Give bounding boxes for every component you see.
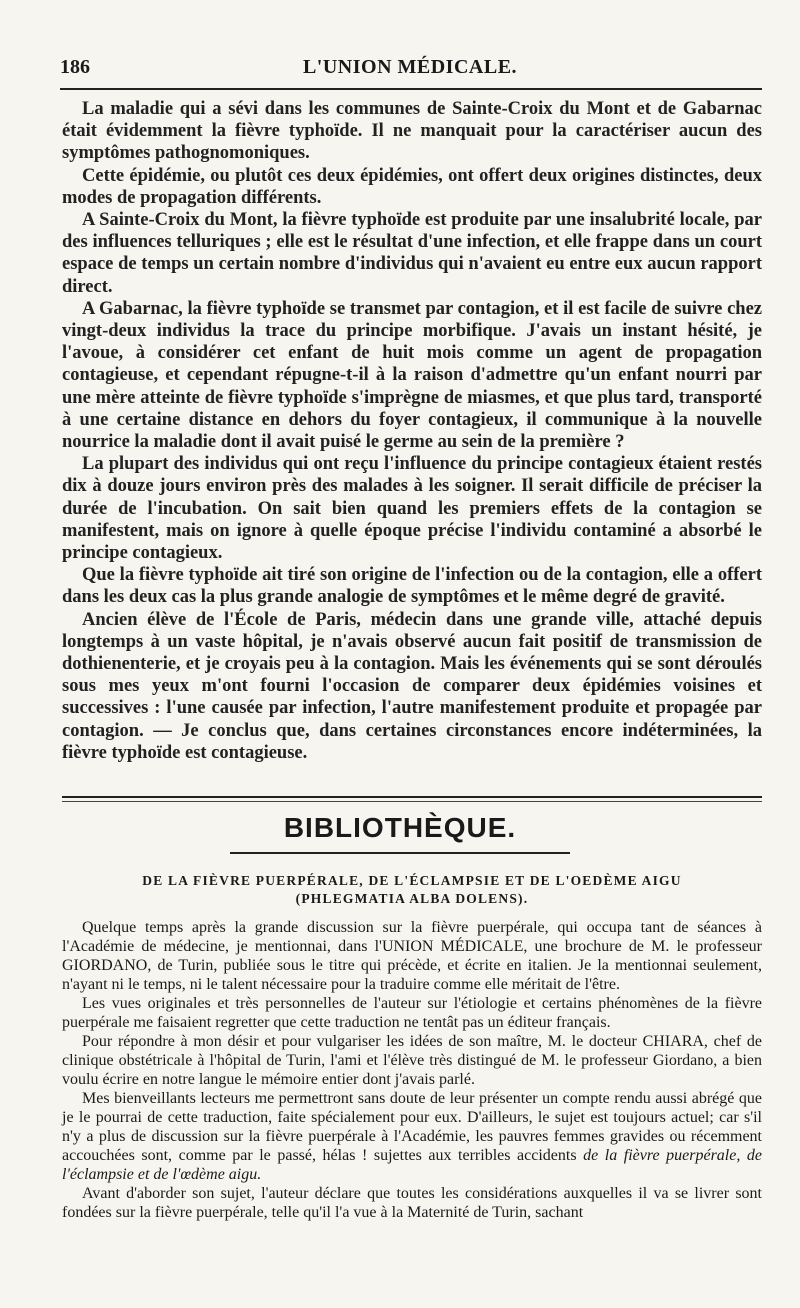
header-rule — [60, 88, 762, 90]
page-header — [60, 56, 760, 84]
section-separator — [62, 796, 762, 802]
paragraph — [62, 1089, 762, 1184]
running-title: L'UNION MÉDICALE. — [302, 56, 518, 78]
italic-phrase: de la fièvre puerpérale, de l'éclampsie et de l'œdème aigu. — [62, 1147, 762, 1183]
paragraph: Pour répondre à mon désir et pour vulgariser les idées de son maître, M. le docteur CHIARA, chef de clinique obstétricale à l'hôpital de Turin, l'ami et l'élève très distingué de M. le professeur Giordano, a bien voulu écrire en notre langue le mémoire entier dont j'avais parlé. — [62, 1033, 762, 1088]
section-heading: BIBLIOTHÈQUE. — [283, 812, 517, 843]
paragraph: A Sainte-Croix du Mont, la fièvre typhoïde est produite par une insalubrité locale, par des influences telluriques ; elle est le résultat d'une infection, et elle frappe dans un court espace de temps un certain nombre d'individus qui n'avaient eu entre eux aucun rapport direct. — [62, 210, 762, 297]
paragraph: Cette épidémie, ou plutôt ces deux épidémies, ont offert deux origines distinctes, deux modes de propagation différents. — [62, 165, 762, 208]
page-number: 186 — [60, 56, 90, 78]
paragraph: A Gabarnac, la fièvre typhoïde se transmet par contagion, et il est facile de suivre chez vingt-deux individus la trace du principe morbifique. J'avais un instant hésité, je l'avoue, à considérer cet enfant de huit mois comme un agent de propagation contagieuse, et cependant répugne-t-il à la raison d'admettre qu'un enfant nourri par une mère atteinte de fièvre typhoïde s'imprègne de miasmes, et que plus tard, transporté à une certaine distance en dehors du foyer contagieux, il communique à la nouvelle nourrice la maladie dont il avait puisé le germe au sein de la première ? — [62, 298, 762, 453]
paragraph: Quelque temps après la grande discussion sur la fièvre puerpérale, qui occupa tant de séances à l'Académie de médecine, je mentionnai, dans l'UNION MÉDICALE, une brochure de M. le professeur GIORDANO, de Turin, publiée sous le titre qui précède, et écrite en italien. Je la mentionnai seulement, n'ayant ni le temps, ni le talent nécessaire pour la traduire comme elle méritait de l'être. — [62, 919, 762, 993]
article-title — [62, 872, 762, 908]
paragraph: Ancien élève de l'École de Paris, médecin dans une grande ville, attaché depuis longtemps à un vaste hôpital, je n'avais observé aucun fait positif de transmission de dothienenterie, et je croyais peu à la contagion. Mais les événements qui se sont déroulés sous mes yeux m'ont fourni l'occasion de comparer deux épidémies voisines et successives : l'une causée par infection, l'autre manifestement produite et propagée par contagion. — Je conclus que, dans certaines circonstances encore indéterminées, la fièvre typhoïde est contagieuse. — [62, 609, 762, 763]
paragraph: Les vues originales et très personnelles de l'auteur sur l'étiologie et certains phénomènes de la fièvre puerpérale me faisaient regretter que cette traduction ne tentât pas un éditeur français. — [62, 995, 762, 1031]
article-typhoid — [62, 98, 762, 764]
paragraph: La plupart des individus qui ont reçu l'influence du principe contagieux étaient restés dix à douze jours environ près des malades à les soigner. Il serait difficile de préciser la durée de l'incubation. On sait bien quand les premiers effets de la contagion se manifestent, mais on ignore à quelle époque précise l'individu contaminé a absorbé le principe contagieux. — [62, 454, 762, 564]
paragraph: Avant d'aborder son sujet, l'auteur déclare que toutes les considérations auxquelles il va se livrer sont fondées sur la fièvre puerpérale, telle qu'il l'a vue à la Maternité de Turin, sachant — [62, 1185, 762, 1221]
heading-rule — [230, 852, 570, 854]
article-subtitle-line: (PHLEGMATIA ALBA DOLENS). — [295, 891, 529, 906]
paragraph: La maladie qui a sévi dans les communes de Sainte-Croix du Mont et de Gabarnac était évidemment la fièvre typhoïde. Il ne manquait pour la caractériser aucun des symptômes pathognomoniques. — [62, 99, 762, 164]
paragraph: Que la fièvre typhoïde ait tiré son origine de l'infection ou de la contagion, elle a offert dans les deux cas la plus grande analogie de symptômes et le même degré de gravité. — [62, 565, 762, 608]
article-title-line: DE LA FIÈVRE PUERPÉRALE, DE L'ÉCLAMPSIE ET DE L'OEDÈME AIGU — [142, 873, 682, 888]
paragraph-text: Mes bienveillants lecteurs me permettront sans doute de leur présenter un compte rendu aussi abrégé que je le pourrai de cette traduction, faite spécialement pour eux. D'ailleurs, le sujet est toujours actuel; car s'il n'y a plus de discussion sur la fièvre puerpérale à l'Académie, les pauvres femmes gravides ou récemment accouchées sont, comme par le passé, hélas ! sujettes aux terribles accidents — [62, 1090, 762, 1164]
article-puerperal — [62, 918, 762, 1222]
